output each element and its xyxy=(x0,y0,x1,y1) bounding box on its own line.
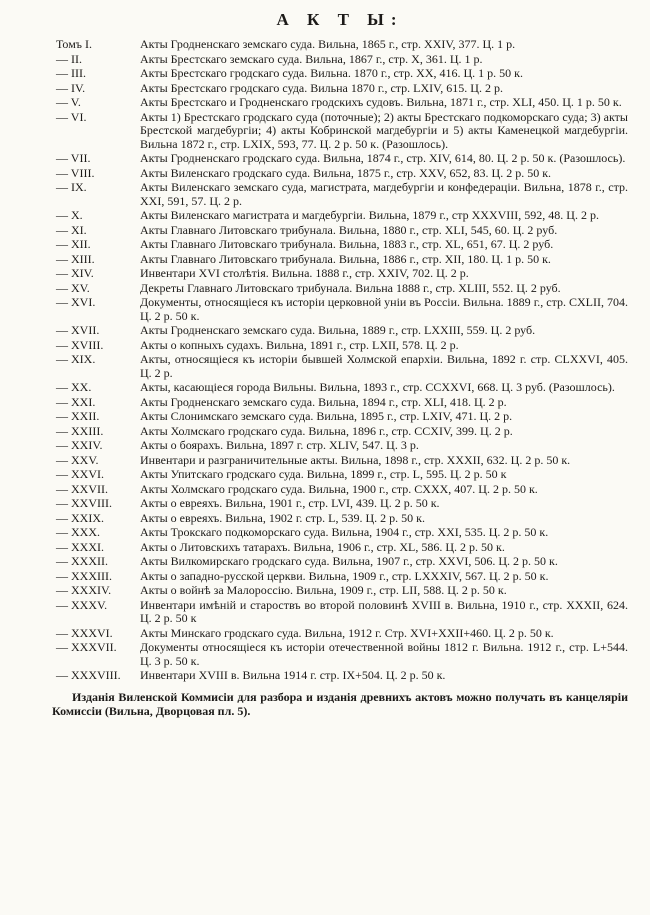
volume-description: Акты Главнаго Литовскаго трибунала. Вильна, 1880 г., стр. XLI, 545, 60. Ц. 2 руб. xyxy=(140,222,558,237)
volume-description: Акты Минскаго гродскаго суда. Вильна, 1912 г. Стр. XVI+XXII+460. Ц. 2 р. 50 к. xyxy=(140,625,554,640)
volume-entry xyxy=(52,454,628,468)
page-title: А К Т Ы: xyxy=(276,10,404,29)
volume-label: — XXI. xyxy=(56,394,96,409)
volume-description: Акты Брестскаго гродскаго суда. Вильна 1870 г., стр. LXIV, 615. Ц. 2 р. xyxy=(140,80,503,95)
volume-label: — XIX. xyxy=(56,352,96,366)
volume-entry xyxy=(52,627,628,641)
volume-entry xyxy=(52,181,628,208)
volume-label: — XXX. xyxy=(56,525,100,539)
volume-entry xyxy=(52,38,628,52)
volume-description: Документы относящіеся къ исторіи отечественной войны 1812 г. Вильна. 1912 г., стр. L+544. Ц. 3 р. 50 к. xyxy=(140,640,628,668)
volume-entry xyxy=(52,324,628,338)
volume-label: — III. xyxy=(56,66,86,80)
volume-label: Томъ I. xyxy=(56,37,92,51)
volume-description: Акты о боярахъ. Вильна, 1897 г. стр. XLIV, 547. Ц. 3 р. xyxy=(140,438,419,452)
volume-description: Акты, касающіеся города Вильны. Вильна, 1893 г., стр. CCXXVI, 668. Ц. 3 руб. (Разошлось). xyxy=(140,380,615,394)
volume-label: — XI. xyxy=(56,222,87,237)
volume-entry xyxy=(52,152,628,166)
volume-entry xyxy=(52,111,628,152)
volume-description: Акты Слонимскаго земскаго суда. Вильна, 1895 г., стр. LXIV, 471. Ц. 2 р. xyxy=(140,409,513,423)
volume-entry xyxy=(52,353,628,380)
volume-entry xyxy=(52,96,628,110)
volume-description: Акты о войнѣ за Малороссію. Вильна, 1909 г., стр. LII, 588. Ц. 2 р. 50 к. xyxy=(140,583,507,597)
volume-entry xyxy=(52,396,628,410)
volume-entry xyxy=(52,555,628,569)
volume-entry xyxy=(52,53,628,67)
volume-description: Акты Главнаго Литовскаго трибунала. Вильна, 1883 г., стр. XL, 651, 67. Ц. 2 руб. xyxy=(140,237,554,251)
volume-label: — XXXI. xyxy=(56,539,104,554)
volume-label: — VIII. xyxy=(56,165,95,180)
volume-description: Акты Виленскаго магистрата и магдебургіи. Вильна, 1879 г., стр XXXVIII, 592, 48. Ц. 2 р. xyxy=(140,208,599,222)
volume-entry xyxy=(52,410,628,424)
volume-description: Акты о копныхъ судахъ. Вильна, 1891 г., стр. LXII, 578. Ц. 2 р. xyxy=(140,337,459,352)
volume-description: Акты Гродненскаго гродскаго суда. Вильна, 1874 г., стр. XIV, 614, 80. Ц. 2 р. 50 к. (Разошлось). xyxy=(140,151,626,165)
volume-label: — VII. xyxy=(56,151,91,165)
volume-label: — XVII. xyxy=(56,323,100,337)
volume-entry xyxy=(52,599,628,626)
volume-entry xyxy=(52,439,628,453)
volume-label: — XXXVII. xyxy=(56,640,117,654)
volume-label: — XXXVIII. xyxy=(56,668,121,682)
volume-entry xyxy=(52,526,628,540)
volume-entry xyxy=(52,82,628,96)
volume-entry xyxy=(52,238,628,252)
volume-label: — XXVI. xyxy=(56,467,104,481)
volume-entry xyxy=(52,512,628,526)
volume-description: Инвентари и разграничительные акты. Вильна, 1898 г., стр. XXXII, 632. Ц. 2 р. 50 к. xyxy=(140,452,571,467)
volume-label: — XVIII. xyxy=(56,337,104,352)
volume-description: Инвентари имѣній и староствъ во второй половинѣ XVIII в. Вильна, 1910 г., стр. XXXII, 624. Ц. 2 р. 50 к xyxy=(140,597,628,625)
volume-label: — XXXV. xyxy=(56,597,108,612)
footer-note: Изданія Виленской Коммисіи для разбора и изданія древнихъ актовъ можно получать въ канцеляріи Комиссіи (Вильна, Дворцовая пл. 5). xyxy=(52,689,628,718)
volume-entry xyxy=(52,425,628,439)
volume-entry xyxy=(52,296,628,323)
volume-description: Акты Брестскаго земскаго суда. Вильна, 1867 г., стр. X, 361. Ц. 1 р. xyxy=(140,51,483,66)
volume-label: — XXVIII. xyxy=(56,496,112,510)
volume-entry xyxy=(52,339,628,353)
volume-entry xyxy=(52,541,628,555)
volume-description: Документы, относящіеся къ исторіи церковной уніи въ Россіи. Вильна. 1889 г., стр. CXLII, 704. Ц. 2 р. 50 к. xyxy=(140,295,628,323)
volume-description: Акты Холмскаго гродскаго суда. Вильна, 1896 г., стр. CCXIV, 399. Ц. 2 р. xyxy=(140,423,513,438)
volume-label: — V. xyxy=(56,95,81,109)
volume-label: — XV. xyxy=(56,280,90,295)
volume-description: Акты Виленскаго гродскаго суда. Вильна, 1875 г., стр. XXV, 652, 83. Ц. 2 р. 50 к. xyxy=(140,165,552,180)
volume-entry xyxy=(52,267,628,281)
volume-label: — VI. xyxy=(56,109,87,124)
volume-label: — II. xyxy=(56,51,82,66)
volume-description: Акты о Литовскихъ татарахъ. Вильна, 1906 г., стр. XL, 586. Ц. 2 р. 50 к. xyxy=(140,539,505,554)
volume-entry xyxy=(52,224,628,238)
volume-entry xyxy=(52,483,628,497)
volume-label: — XXIII. xyxy=(56,423,104,438)
volume-label: — XXXIII. xyxy=(56,568,112,583)
volume-entry xyxy=(52,282,628,296)
volume-label: — XVI. xyxy=(56,295,96,309)
volume-description: Декреты Главнаго Литовскаго трибунала. Вильна 1888 г., стр. XLIII, 552. Ц. 2 руб. xyxy=(140,280,561,295)
volume-description: Акты о западно-русской церкви. Вильна, 1909 г., стр. LXXXIV, 567. Ц. 2 р. 50 к. xyxy=(140,568,549,583)
volume-description: Инвентари XVI столѣтія. Вильна. 1888 г., стр. XXIV, 702. Ц. 2 р. xyxy=(140,266,469,280)
volume-label: — XII. xyxy=(56,237,91,251)
volume-label: — XX. xyxy=(56,380,92,394)
volume-label: — XXVII. xyxy=(56,481,108,496)
volume-list xyxy=(52,38,628,683)
volume-entry xyxy=(52,381,628,395)
volume-entry xyxy=(52,468,628,482)
volume-entry xyxy=(52,641,628,668)
volume-description: Акты Вилкомирскаго гродскаго суда. Вильна, 1907 г., стр. XXVI, 506. Ц. 2 р. 50 к. xyxy=(140,554,558,568)
volume-label: — XXXII. xyxy=(56,554,108,568)
volume-description: Акты Трокскаго подкоморскаго суда. Вильна, 1904 г., стр. XXI, 535. Ц. 2 р. 50 к. xyxy=(140,525,549,539)
volume-entry xyxy=(52,167,628,181)
volume-description: Акты Главнаго Литовскаго трибунала. Вильна, 1886 г., стр. XII, 180. Ц. 1 р. 50 к. xyxy=(140,251,551,266)
volume-description: Акты Гродненскаго земскаго суда. Вильна, 1889 г., стр. LXXIII, 559. Ц. 2 руб. xyxy=(140,323,536,337)
volume-label: — XXV. xyxy=(56,452,99,467)
volume-label: — XXIX. xyxy=(56,510,104,525)
volume-label: — IV. xyxy=(56,80,86,95)
volume-label: — XXXIV. xyxy=(56,583,112,597)
volume-description: Акты Виленскаго земскаго суда, магистрата, магдебургіи и конфедераціи. Вильна, 1878 г., стр. XXI, 591, 57. Ц. 2 р. xyxy=(140,180,628,208)
volume-description: Инвентари XVIII в. Вильна 1914 г. стр. IX+504. Ц. 2 р. 50 к. xyxy=(140,668,446,682)
volume-description: Акты Брестскаго гродскаго суда. Вильна. 1870 г., стр. XX, 416. Ц. 1 р. 50 к. xyxy=(140,66,523,80)
volume-description: Акты Гродненскаго земскаго суда. Вильна, 1894 г., стр. XLI, 418. Ц. 2 р. xyxy=(140,394,507,409)
volume-entry xyxy=(52,253,628,267)
volume-label: — XXIV. xyxy=(56,438,103,452)
volume-label: — X. xyxy=(56,208,83,222)
volume-description: Акты 1) Брестскаго гродскаго суда (поточные); 2) акты Брестскаго подкоморскаго суда; 3) акты Брестской магдебургіи; 4) акты Кобринской магдебургіи и 5) акты Каменецкой магдебургіи. Вильна 1872 г., стр. LXIX, 593, 77. Ц. 2 р. 50 к. (Разошлось). xyxy=(140,109,628,151)
volume-label: — XXII. xyxy=(56,409,100,423)
volume-description: Акты Холмскаго гродскаго суда. Вильна, 1900 г., стр. CXXX, 407. Ц. 2 р. 50 к. xyxy=(140,481,538,496)
volume-entry xyxy=(52,669,628,683)
volume-label: — IX. xyxy=(56,180,87,194)
volume-description: Акты, относящіеся къ исторіи бывшей Холмской епархіи. Вильна, 1892 г. стр. CLXXVI, 405. Ц. 2 р. xyxy=(140,352,628,380)
volume-description: Акты о евреяхъ. Вильна, 1902 г. стр. L, 539. Ц. 2 р. 50 к. xyxy=(140,510,425,525)
volume-label: — XXXVI. xyxy=(56,625,113,640)
volume-description: Акты о евреяхъ. Вильна, 1901 г., стр. LVI, 439. Ц. 2 р. 50 к. xyxy=(140,496,440,510)
volume-entry xyxy=(52,570,628,584)
volume-description: Акты Брестскаго и Гродненскаго гродскихъ судовъ. Вильна, 1871 г., стр. XLI, 450. Ц. 1 р. 50 к. xyxy=(140,95,622,109)
volume-entry xyxy=(52,209,628,223)
volume-description: Акты Гродненскаго земскаго суда. Вильна, 1865 г., стр. XXIV, 377. Ц. 1 р. xyxy=(140,37,516,51)
volume-label: — XIV. xyxy=(56,266,94,280)
volume-entry xyxy=(52,584,628,598)
volume-entry xyxy=(52,497,628,511)
volume-entry xyxy=(52,67,628,81)
volume-label: — XIII. xyxy=(56,251,95,266)
volume-description: Акты Упитскаго гродскаго суда. Вильна, 1899 г., стр. L, 595. Ц. 2 р. 50 к xyxy=(140,467,507,481)
